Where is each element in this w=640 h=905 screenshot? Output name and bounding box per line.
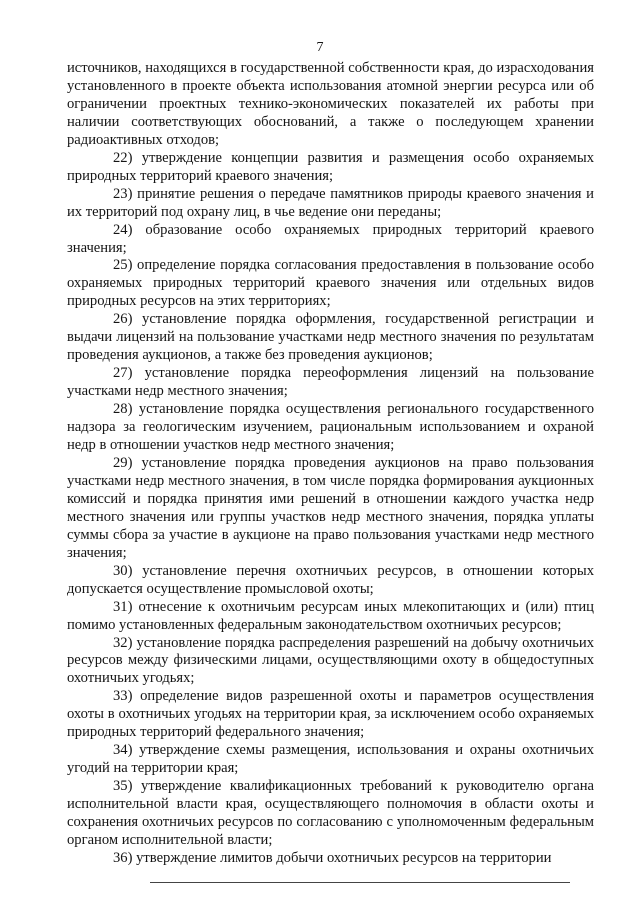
list-item-22: 22) утверждение концепции развития и размещения особо охраняемых природных территорий краевого значения;	[67, 149, 594, 184]
list-item-34: 34) утверждение схемы размещения, использования и охраны охотничьих угодий на территории края;	[67, 742, 594, 777]
document-body	[67, 60, 594, 868]
list-item-26: 26) установление порядка оформления, государственной регистрации и выдачи лицензий на пользование участками недр местного значения по результатам проведения аукционов, а также без проведения аукционов;	[67, 311, 594, 364]
list-item-25: 25) определение порядка согласования предоставления в пользование особо охраняемых природных территорий краевого значения или отдельных видов природных ресурсов на этих территориях;	[67, 257, 594, 310]
list-item-29: 29) установление порядка проведения аукционов на право пользования участками недр местного значения, в том числе порядка формирования аукционных комиссий и порядка принятия ими решений в отношении каждого участка недр местного значения или группы участков недр местного значения, порядка уплаты суммы сбора за участие в аукционе на право пользования участками недр местного значения;	[67, 454, 594, 561]
list-item-36: 36) утверждение лимитов добычи охотничьих ресурсов на территории	[113, 849, 552, 866]
list-item-24: 24) образование особо охраняемых природных территорий краевого значения;	[67, 221, 594, 256]
bottom-edge-line	[150, 882, 570, 883]
page-number: 7	[316, 40, 324, 55]
list-item-23: 23) принятие решения о передаче памятников природы краевого значения и их территорий под охрану лиц, в чье ведение они переданы;	[67, 185, 594, 220]
list-item-30: 30) установление перечня охотничьих ресурсов, в отношении которых допускается осуществление промысловой охоты;	[67, 562, 594, 597]
list-item-31: 31) отнесение к охотничьим ресурсам иных млекопитающих и (или) птиц помимо установленных федеральным законодательством охотничьих ресурсов;	[67, 598, 594, 633]
list-item-33: 33) определение видов разрешенной охоты и параметров осуществления охоты в охотничьих угодьях на территории края, за исключением особо охраняемых природных территорий федерального значения;	[67, 688, 594, 741]
list-item-35: 35) утверждение квалификационных требований к руководителю органа исполнительной власти края, осуществляющего полномочия в области охоты и сохранения охотничьих ресурсов по согласованию с уполномоченным федеральным органом исполнительной власти;	[67, 778, 594, 848]
list-item-32: 32) установление порядка распределения разрешений на добычу охотничьих ресурсов между физическими лицами, осуществляющими охоту в общедоступных охотничьих угодьях;	[67, 634, 594, 687]
intro-paragraph: источников, находящихся в государственной собственности края, до израсходования установленного в проекте объекта использования атомной энергии ресурса или об ограничении проектных технико-экономических показателей их работы при наличии соответствующих обоснований, а также о последующем хранении радиоактивных отходов;	[67, 60, 594, 148]
list-item-27: 27) установление порядка переоформления лицензий на пользование участками недр местного значения;	[67, 365, 594, 400]
list-item-28: 28) установление порядка осуществления регионального государственного надзора за геологическим изучением, рациональным использованием и охраной недр в отношении участков недр местного значения;	[67, 401, 594, 454]
